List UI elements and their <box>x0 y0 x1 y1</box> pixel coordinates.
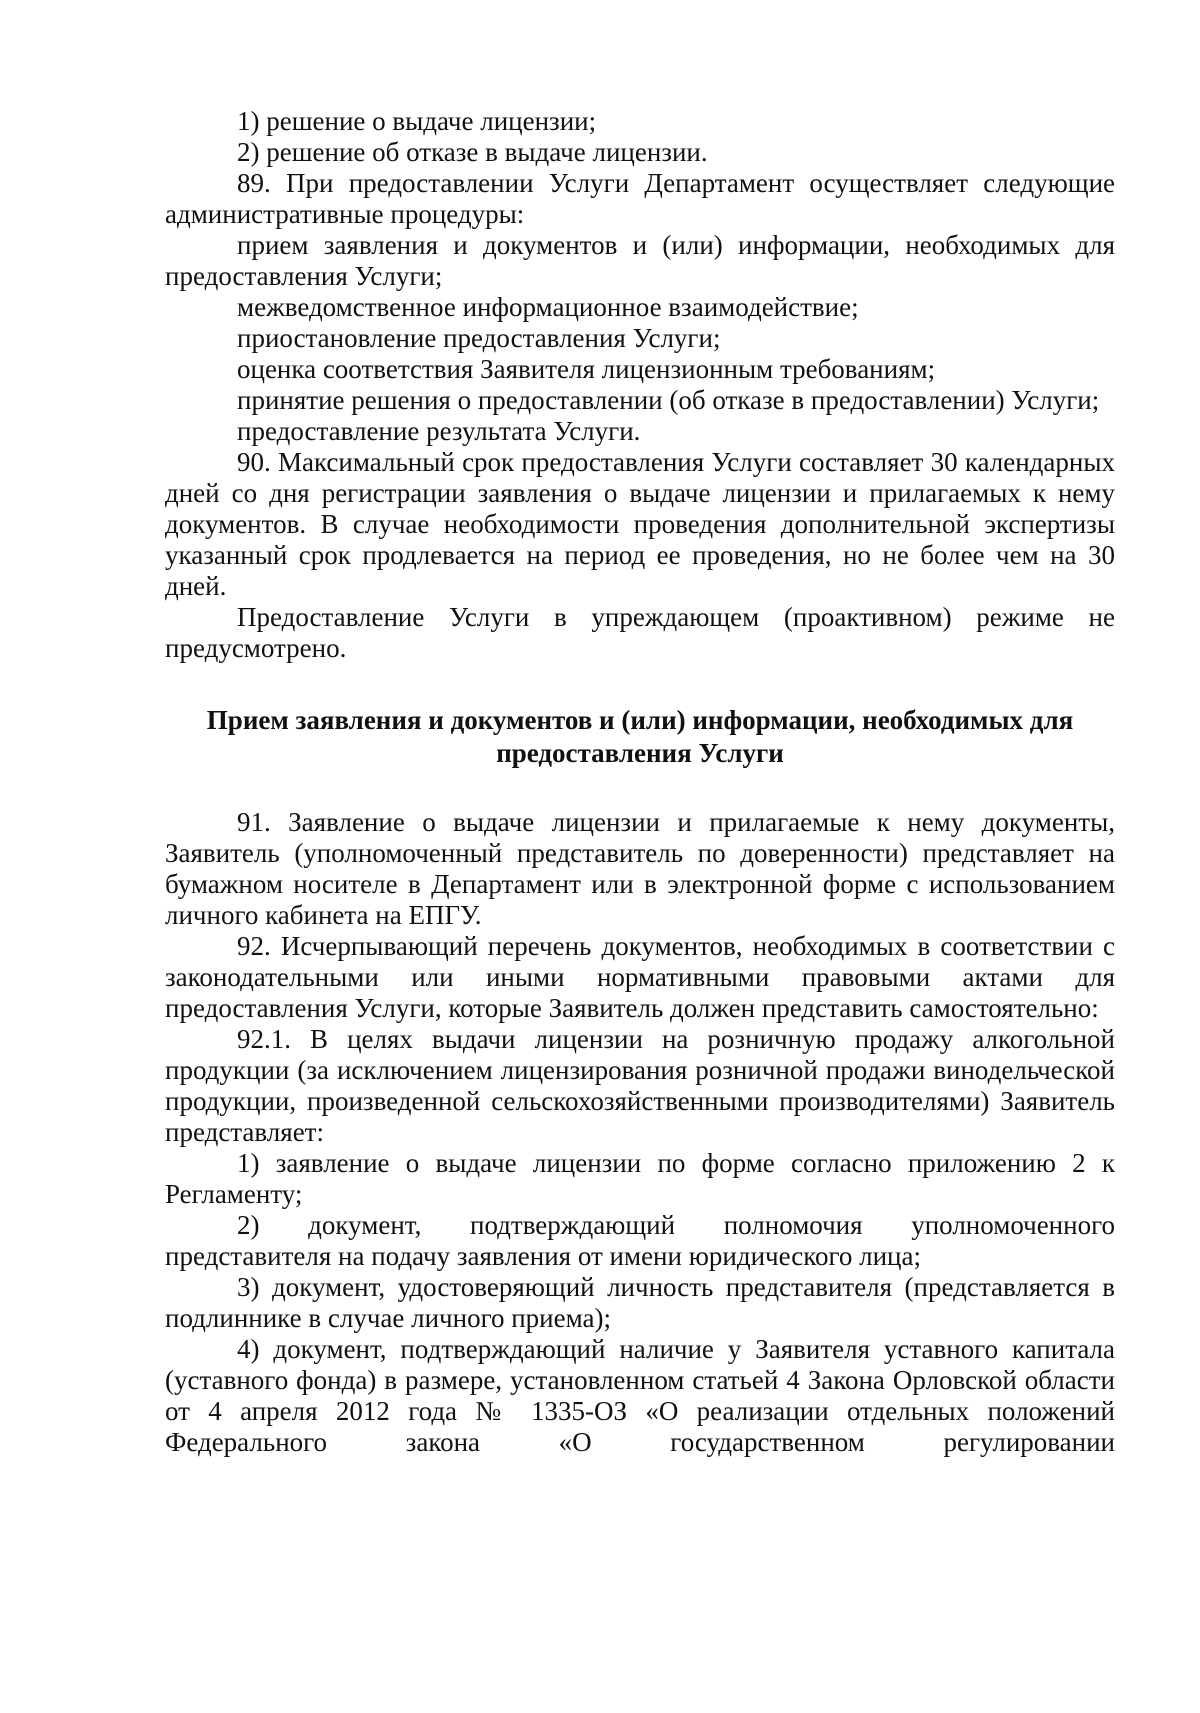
document-body <box>165 106 1115 1458</box>
paragraph-92-1: 92.1. В целях выдачи лицензии на розничную продажу алкогольной продукции (за исключением лицензирования розничной продажи винодельческой продукции, произведенной сельскохозяйственными производителями) Заявитель представляет: <box>165 1024 1115 1147</box>
procedure-item-result: предоставление результата Услуги. <box>237 416 641 446</box>
document-item-4: 4) документ, подтверждающий наличие у Заявителя уставного капитала (уставного фонда) в размере, установленном статьей 4 Закона Орловской области от 4 апреля 2012 года № 1335-ОЗ «О реализации отдельных положений Федерального закона «О государственном регулировании <box>165 1334 1115 1457</box>
list-item-decision-refusal: 2) решение об отказе в выдаче лицензии. <box>237 137 708 167</box>
procedure-item-decision: принятие решения о предоставлении (об отказе в предоставлении) Услуги; <box>237 385 1100 415</box>
procedure-item-interagency: межведомственное информационное взаимодействие; <box>237 292 859 322</box>
procedure-item-suspension: приостановление предоставления Услуги; <box>237 323 721 353</box>
paragraph-89: 89. При предоставлении Услуги Департамент осуществляет следующие административные процедуры: <box>165 168 1115 229</box>
paragraph-91: 91. Заявление о выдаче лицензии и прилагаемые к нему документы, Заявитель (уполномоченный представитель по доверенности) представляет на бумажном носителе в Департамент или в электронной форме с использованием личного кабинета на ЕПГУ. <box>165 807 1115 930</box>
paragraph-90: 90. Максимальный срок предоставления Услуги составляет 30 календарных дней со дня регистрации заявления о выдаче лицензии и прилагаемых к нему документов. В случае необходимости проведения дополнительной экспертизы указанный срок продлевается на период ее проведения, но не более чем на 30 дней. <box>165 447 1115 601</box>
list-item-decision-issue: 1) решение о выдаче лицензии; <box>237 106 597 136</box>
paragraph-92: 92. Исчерпывающий перечень документов, необходимых в соответствии с законодательными или иными нормативными правовыми актами для предоставления Услуги, которые Заявитель должен представить самостоятельно: <box>165 931 1115 1023</box>
document-item-3: 3) документ, удостоверяющий личность представителя (представляется в подлиннике в случае личного приема); <box>165 1272 1115 1333</box>
document-item-1: 1) заявление о выдаче лицензии по форме согласно приложению 2 к Регламенту; <box>165 1148 1115 1209</box>
document-item-2: 2) документ, подтверждающий полномочия уполномоченного представителя на подачу заявления от имени юридического лица; <box>165 1210 1115 1271</box>
section-heading: Прием заявления и документов и (или) информации, необходимых для предоставления Услуги <box>206 705 1074 768</box>
procedure-item-assessment: оценка соответствия Заявителя лицензионным требованиям; <box>237 354 936 384</box>
procedure-item-reception: прием заявления и документов и (или) информации, необходимых для предоставления Услуги; <box>165 230 1115 291</box>
paragraph-proactive: Предоставление Услуги в упреждающем (проактивном) режиме не предусмотрено. <box>165 602 1115 663</box>
